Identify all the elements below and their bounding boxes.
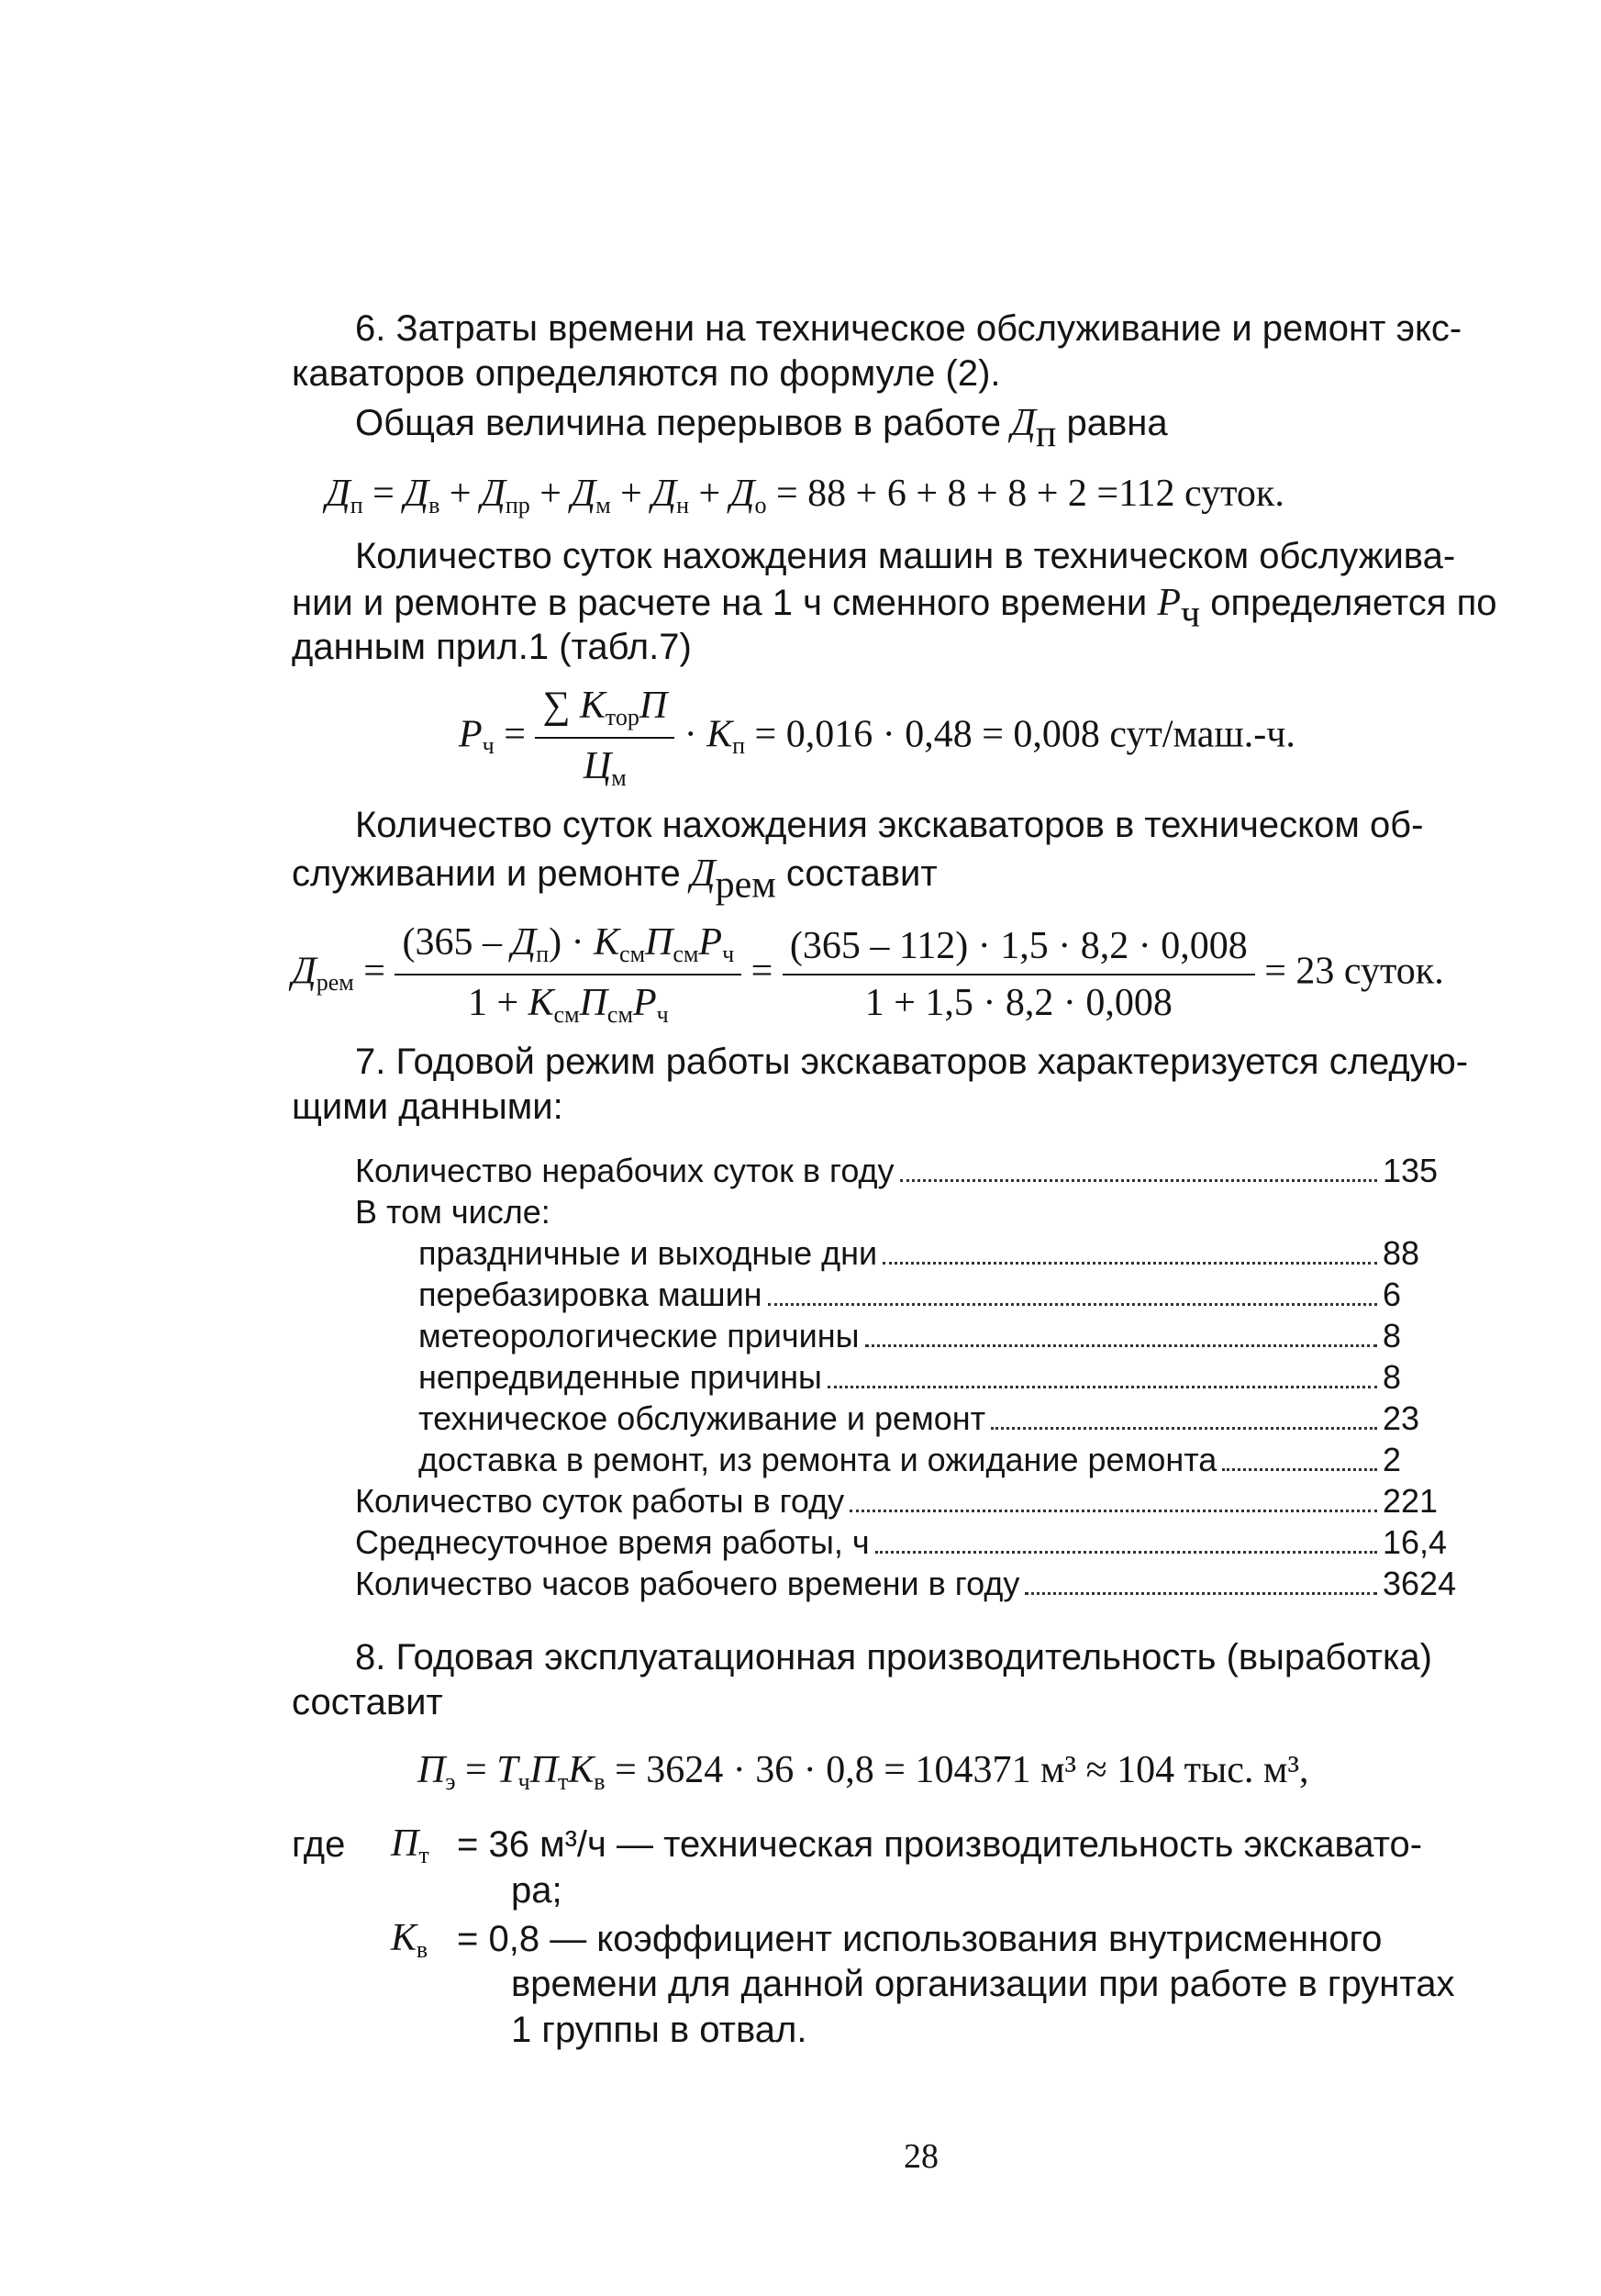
where-kv-cont2: 1 группы в отвал.: [511, 2010, 807, 2050]
symbol-kv: $К_в$: [391, 1917, 428, 1963]
s8-line1: 8. Годовая эксплуатационная производительность (выработка): [355, 1637, 1432, 1677]
symbol-pt: $П_т$: [391, 1822, 429, 1868]
s6-line2: каваторов определяются по формуле (2).: [292, 353, 1001, 394]
list-item: непредвиденные причины 8: [418, 1358, 1402, 1396]
para2-line2: нии и ремонте в расчете на 1 ч сменного времени $Р_ч$ определяется по: [292, 582, 1497, 636]
where-kv-def: = 0,8 — коэффициент использования внутрисменного: [457, 1919, 1383, 1959]
annual-mode-list: [355, 1152, 1465, 1606]
list-item: Количество суток работы в году 221: [355, 1482, 1439, 1520]
list-item: В том числе:: [355, 1193, 550, 1231]
s7-line1: 7. Годовой режим работы экскаваторов характеризуется следую-: [355, 1042, 1469, 1082]
list-item: Количество нерабочих суток в году 135: [355, 1152, 1439, 1189]
equation-productivity: $П_э = Т_чП_тК_в = 3624 \cdot 36 \cdot 0,8 = 104371$ м³ ≈ 104 тыс. м³,: [417, 1749, 1309, 1795]
list-item: техническое обслуживание и ремонт 23: [418, 1399, 1420, 1437]
list-item: метеорологические причины 8: [418, 1317, 1402, 1354]
list-item: Среднесуточное время работы, ч 16,4: [355, 1523, 1448, 1561]
list-item: праздничные и выходные дни 88: [418, 1234, 1420, 1272]
para2-line1: Количество суток нахождения машин в техническом обслужива-: [355, 536, 1456, 576]
where-pt-cont: ра;: [511, 1870, 562, 1911]
para3-line1: Количество суток нахождения экскаваторов в техническом об-: [355, 805, 1424, 845]
s7-line2: щими данными:: [292, 1087, 563, 1127]
list-item: доставка в ремонт, из ремонта и ожидание ремонта 2: [418, 1441, 1402, 1478]
list-item: Количество часов рабочего времени в году 3624: [355, 1565, 1457, 1602]
where-pt-def: = 36 м³/ч — техническая производительность экскавато-: [457, 1824, 1423, 1865]
equation-rch: $Р_ч$ = $\frac{\sum К_{тор}П}{Ц_м}$ · $К_п = 0,016 \cdot 0,48 = 0,008$ сут/маш.-ч.: [459, 685, 1295, 791]
equation-breaks-total: $Д_п = Д_в + Д_{пр} + Д_м + Д_н + Д_о = 88 + 6 + 8 + 8 + 2 =112$ суток.: [326, 473, 1284, 518]
s8-line2: составит: [292, 1682, 443, 1722]
para2-line3: данным прил.1 (табл.7): [292, 627, 692, 667]
where-kv-cont1: времени для данной организации при работе в грунтах: [511, 1964, 1455, 2004]
where-word: где: [292, 1824, 346, 1865]
s6-line3: Общая величина перерывов в работе $Д_п$ равна: [355, 402, 1168, 456]
para3-line2: служивании и ремонте $Д_{рем}$ составит: [292, 853, 938, 907]
s6-line1: 6. Затраты времени на техническое обслуживание и ремонт экс-: [355, 308, 1462, 349]
equation-drem: $Д_{рем}$ = $\frac{(365 - Д_п) \cdot К_{см}П_{см}Р_ч}{1 + К_{см}П_{см}Р_ч}$ = $\frac{(365 - 112) \cdot 1,5 \cdot 8,2 \cdot 0,008}{1 + 1,5 \cdot 8,2 \cdot 0,008}$ = 23 суток.: [292, 921, 1444, 1028]
page-number: 28: [904, 2137, 939, 2176]
list-item: перебазировка машин 6: [418, 1276, 1402, 1313]
